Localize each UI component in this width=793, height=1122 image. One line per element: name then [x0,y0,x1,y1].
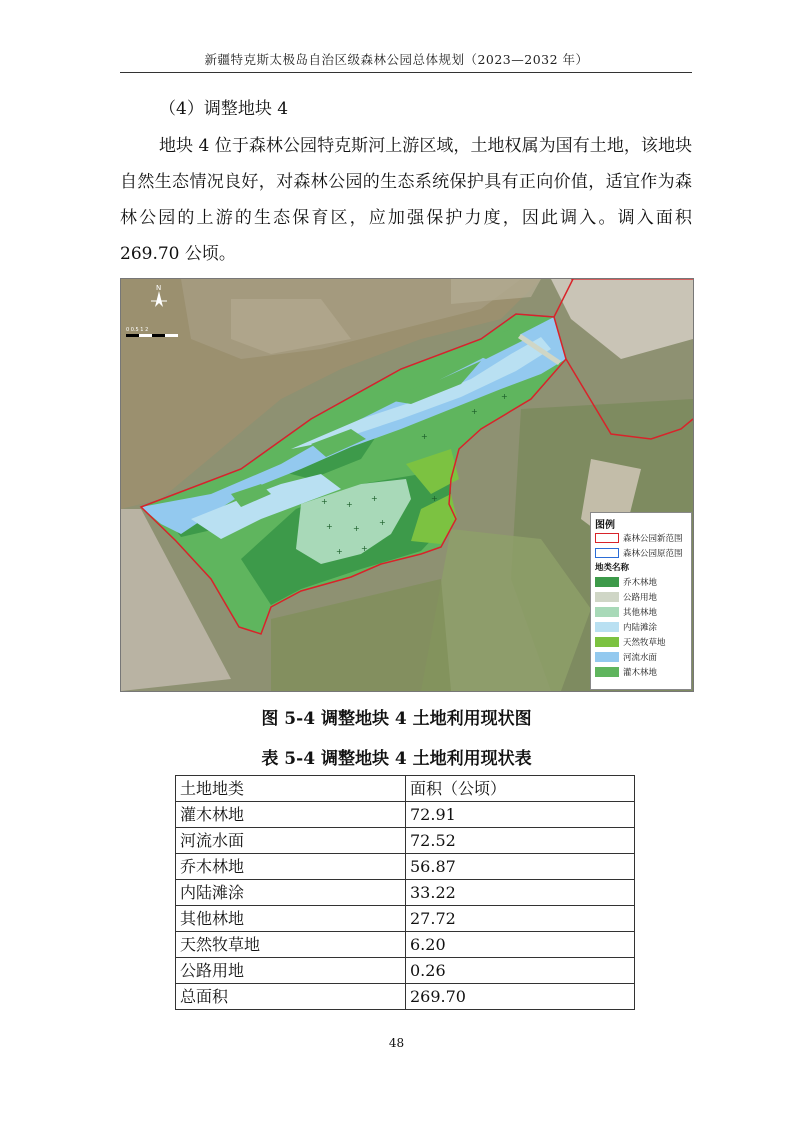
table-cell: 6.20 [406,932,635,958]
svg-text:+: + [353,524,360,533]
page-number: 48 [388,1036,405,1050]
svg-text:0 0.5 1 2: 0 0.5 1 2 [126,327,149,333]
svg-text:N: N [156,284,162,292]
legend-swatch [595,548,619,558]
table-cell: 总面积 [176,984,406,1010]
legend-item-other-forest: 其他林地 [591,604,691,619]
body-paragraph: 地块 4 位于森林公园特克斯河上游区域，土地权属为国有土地，该地块自然生态情况良好，对森林公园的生态系统保护具有正向价值，适宜作为森林公园的上游的生态保育区，应加强保护力度，因此调入。调入面积 269.70 公顷。 [120,136,692,264]
table-header-cell: 土地地类 [176,776,406,802]
legend-swatch [595,533,619,543]
table-cell: 0.26 [406,958,635,984]
svg-text:+: + [371,494,378,503]
svg-text:+: + [321,497,328,506]
land-use-table [175,775,635,1010]
table-row [176,802,635,828]
table-cell: 内陆滩涂 [176,880,406,906]
table-cell: 乔木林地 [176,854,406,880]
legend-title: 图例 [595,520,615,531]
legend-item-river-surface: 河流水面 [591,649,691,664]
legend-item-natural-grassland: 天然牧草地 [591,634,691,649]
table-total-row [176,984,635,1010]
table-cell: 27.72 [406,906,635,932]
table-header-cell: 面积（公顷） [406,776,635,802]
table-row [176,880,635,906]
map-legend [590,512,692,690]
table-cell: 灌木林地 [176,802,406,828]
table-header-row [176,776,635,802]
svg-text:+: + [421,432,428,441]
svg-text:+: + [346,500,353,509]
table-row [176,932,635,958]
legend-item-road: 公路用地 [591,589,691,604]
svg-text:+: + [501,392,508,401]
legend-swatch [595,577,619,587]
table-row [176,854,635,880]
table-cell: 72.52 [406,828,635,854]
legend-swatch [595,652,619,662]
running-header: 新疆特克斯太极岛自治区级森林公园总体规划（2023—2032 年） [204,52,589,67]
legend-swatch [595,667,619,677]
table-cell: 33.22 [406,880,635,906]
table-cell: 269.70 [406,984,635,1010]
svg-text:+: + [431,494,438,503]
legend-class-heading: 地类名称 [595,563,630,573]
legend-swatch [595,607,619,617]
table-caption: 表 5-4 调整地块 4 土地利用现状表 [261,749,532,769]
figure-caption: 图 5-4 调整地块 4 土地利用现状图 [261,709,532,729]
table-cell: 公路用地 [176,958,406,984]
svg-text:+: + [326,522,333,531]
legend-item-new-boundary: 森林公园新范围 [591,530,691,545]
table-row [176,828,635,854]
legend-swatch [595,637,619,647]
table-row [176,906,635,932]
legend-swatch [595,592,619,602]
svg-text:+: + [361,544,368,553]
legend-item-arbor-forest: 乔木林地 [591,574,691,589]
table-cell: 72.91 [406,802,635,828]
section-heading: （4）调整地块 4 [159,99,289,119]
header-rule [120,72,692,73]
legend-item-shrub-forest: 灌木林地 [591,664,691,679]
legend-swatch [595,622,619,632]
table-cell: 其他林地 [176,906,406,932]
svg-text:+: + [336,547,343,556]
table-cell: 河流水面 [176,828,406,854]
table-row [176,958,635,984]
legend-item-inland-beach: 内陆滩涂 [591,619,691,634]
table-cell: 天然牧草地 [176,932,406,958]
svg-text:+: + [379,518,386,527]
legend-item-old-boundary: 森林公园原范围 [591,545,691,560]
svg-text:+: + [471,407,478,416]
table-cell: 56.87 [406,854,635,880]
